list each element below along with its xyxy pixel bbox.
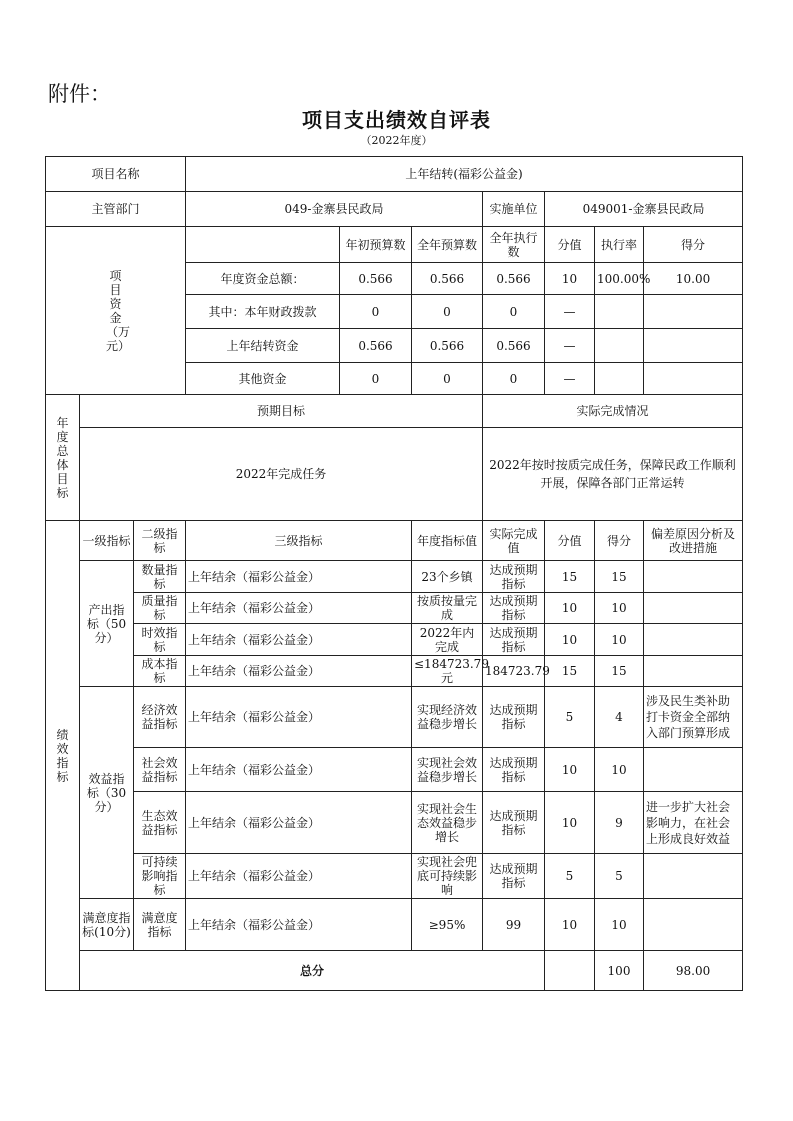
indicator-value: 10 [545,748,595,792]
attachment-label: 附件： [48,82,111,106]
indicator-actual: 达成预期指标 [483,593,545,624]
indicator-value: 10 [545,899,595,951]
dept-value: 049-金寨县民政局 [186,192,483,227]
fund-row-rate [595,363,644,395]
fund-row-value: — [545,329,595,363]
indicator-target: 2022年内完成 [412,624,483,656]
impl-label: 实施单位 [483,192,545,227]
fund-row-executed: 0 [483,363,545,395]
fund-header-empty [186,227,340,263]
indicator-value: 10 [545,593,595,624]
indicator-level3: 上年结余（福彩公益金） [186,792,412,854]
fund-row-score [644,363,743,395]
perf-header-score: 得分 [595,521,644,561]
indicator-actual: 99 [483,899,545,951]
perf-header-level1: 一级指标 [80,521,134,561]
indicator-actual: 达成预期指标 [483,687,545,748]
indicator-actual: 达成预期指标 [483,561,545,593]
indicator-note [644,748,743,792]
indicator-value: 5 [545,854,595,899]
indicator-level2: 满意度指标 [134,899,186,951]
expected-goal: 2022年完成任务 [80,428,483,521]
indicator-score: 10 [595,593,644,624]
perf-header-target: 年度指标值 [412,521,483,561]
indicator-value: 15 [545,561,595,593]
fund-row-score [644,329,743,363]
indicator-row [46,854,743,899]
fund-row-annual: 0 [412,363,483,395]
indicator-score: 10 [595,624,644,656]
page-title: 项目支出绩效自评表 [302,108,491,132]
fund-row-executed: 0 [483,295,545,329]
indicator-level1: 满意度指标(10分) [80,899,134,951]
indicator-level2: 社会效益指标 [134,748,186,792]
fund-row-name: 其他资金 [186,363,340,395]
indicator-actual: 达成预期指标 [483,624,545,656]
fund-row-name: 年度资金总额： [186,263,340,295]
indicator-target: 实现社会效益稳步增长 [412,748,483,792]
dept-label: 主管部门 [46,192,186,227]
indicator-row [46,899,743,951]
indicator-row [46,593,743,624]
total-empty [545,951,595,991]
indicator-note: 涉及民生类补助打卡资金全部纳入部门预算形成 [644,687,743,748]
indicator-level3: 上年结余（福彩公益金） [186,561,412,593]
fund-header-initial: 年初预算数 [340,227,412,263]
indicator-row [46,561,743,593]
total-value: 100 [595,951,644,991]
perf-header-level3: 三级指标 [186,521,412,561]
indicator-level2: 数量指标 [134,561,186,593]
indicator-value: 10 [545,624,595,656]
indicator-target: 按质按量完成 [412,593,483,624]
indicator-level1: 效益指标（30分） [80,687,134,899]
indicator-level2: 经济效益指标 [134,687,186,748]
indicator-note [644,593,743,624]
fund-row-rate [595,295,644,329]
project-name-value: 上年结转(福彩公益金) [186,157,743,192]
fund-row-executed: 0.566 [483,263,545,295]
fund-row-initial: 0.566 [340,263,412,295]
fund-row-name: 其中：本年财政拨款 [186,295,340,329]
indicator-actual: 达成预期指标 [483,854,545,899]
indicator-note [644,899,743,951]
indicator-score: 10 [595,899,644,951]
indicator-target: 实现社会兜底可持续影响 [412,854,483,899]
indicator-score: 10 [595,748,644,792]
indicator-level2: 质量指标 [134,593,186,624]
indicator-row [46,656,743,687]
fund-row-rate [595,329,644,363]
project-name-row [46,157,743,192]
indicator-target: ≤184723.79元 [412,656,483,687]
fund-row-score: 10.00 [644,263,743,295]
indicator-target: 23个乡镇 [412,561,483,593]
perf-header-actual: 实际完成值 [483,521,545,561]
indicator-level3: 上年结余（福彩公益金） [186,854,412,899]
goal-header-row [46,395,743,428]
indicator-note [644,624,743,656]
fund-row-value: — [545,295,595,329]
fund-row-initial: 0.566 [340,329,412,363]
goal-content-row [46,428,743,521]
fund-row-executed: 0.566 [483,329,545,363]
fund-label: 项目资金（万元） [46,227,186,395]
total-score: 98.00 [644,951,743,991]
fund-header-value: 分值 [545,227,595,263]
indicator-note: 进一步扩大社会影响力，在社会上形成良好效益 [644,792,743,854]
fund-header-annual: 全年预算数 [412,227,483,263]
perf-label: 绩效指标 [46,521,80,991]
goal-label: 年度总体目标 [46,395,80,521]
indicator-target: ≥95% [412,899,483,951]
fund-row-annual: 0 [412,295,483,329]
fund-row-initial: 0 [340,295,412,329]
indicator-score: 5 [595,854,644,899]
fund-header-rate: 执行率 [595,227,644,263]
indicator-note [644,656,743,687]
actual-goal: 2022年按时按质完成任务，保障民政工作顺利开展，保障各部门正常运转 [483,428,743,521]
department-row [46,192,743,227]
indicator-level2: 可持续影响指标 [134,854,186,899]
indicator-level3: 上年结余（福彩公益金） [186,748,412,792]
indicator-row [46,792,743,854]
perf-header-note: 偏差原因分析及改进措施 [644,521,743,561]
indicator-level3: 上年结余（福彩公益金） [186,656,412,687]
indicator-actual: 达成预期指标 [483,748,545,792]
indicator-level2: 生态效益指标 [134,792,186,854]
fund-row-annual: 0.566 [412,329,483,363]
perf-header-value: 分值 [545,521,595,561]
indicator-score: 15 [595,656,644,687]
indicator-level3: 上年结余（福彩公益金） [186,593,412,624]
actual-goal-header: 实际完成情况 [483,395,743,428]
fund-header-score: 得分 [644,227,743,263]
indicator-actual: 184723.79 [483,656,545,687]
indicator-note [644,561,743,593]
indicator-note [644,854,743,899]
total-row [46,951,743,991]
fund-row-value: — [545,363,595,395]
indicator-row [46,748,743,792]
fund-row-score [644,295,743,329]
project-name-label: 项目名称 [46,157,186,192]
fund-row-name: 上年结转资金 [186,329,340,363]
indicator-value: 15 [545,656,595,687]
indicator-score: 4 [595,687,644,748]
fund-row-annual: 0.566 [412,263,483,295]
impl-value: 049001-金寨县民政局 [545,192,743,227]
indicator-row [46,624,743,656]
perf-header-level2: 二级指标 [134,521,186,561]
indicator-level2: 成本指标 [134,656,186,687]
expected-goal-header: 预期目标 [80,395,483,428]
fund-row-value: 10 [545,263,595,295]
indicator-level3: 上年结余（福彩公益金） [186,899,412,951]
indicator-score: 9 [595,792,644,854]
indicator-target: 实现社会生态效益稳步增长 [412,792,483,854]
indicator-target: 实现经济效益稳步增长 [412,687,483,748]
indicator-value: 5 [545,687,595,748]
indicator-level3: 上年结余（福彩公益金） [186,687,412,748]
indicator-level1: 产出指标（50分） [80,561,134,687]
indicator-level3: 上年结余（福彩公益金） [186,624,412,656]
page-subtitle: （2022年度） [360,134,433,147]
indicator-level2: 时效指标 [134,624,186,656]
indicator-actual: 达成预期指标 [483,792,545,854]
indicator-score: 15 [595,561,644,593]
perf-header-row [46,521,743,561]
fund-row-rate: 100.00% [595,263,644,295]
indicator-row [46,687,743,748]
indicator-value: 10 [545,792,595,854]
total-label: 总分 [80,951,545,991]
evaluation-table [45,156,743,991]
fund-header-row [46,227,743,263]
fund-header-executed: 全年执行数 [483,227,545,263]
fund-row-initial: 0 [340,363,412,395]
